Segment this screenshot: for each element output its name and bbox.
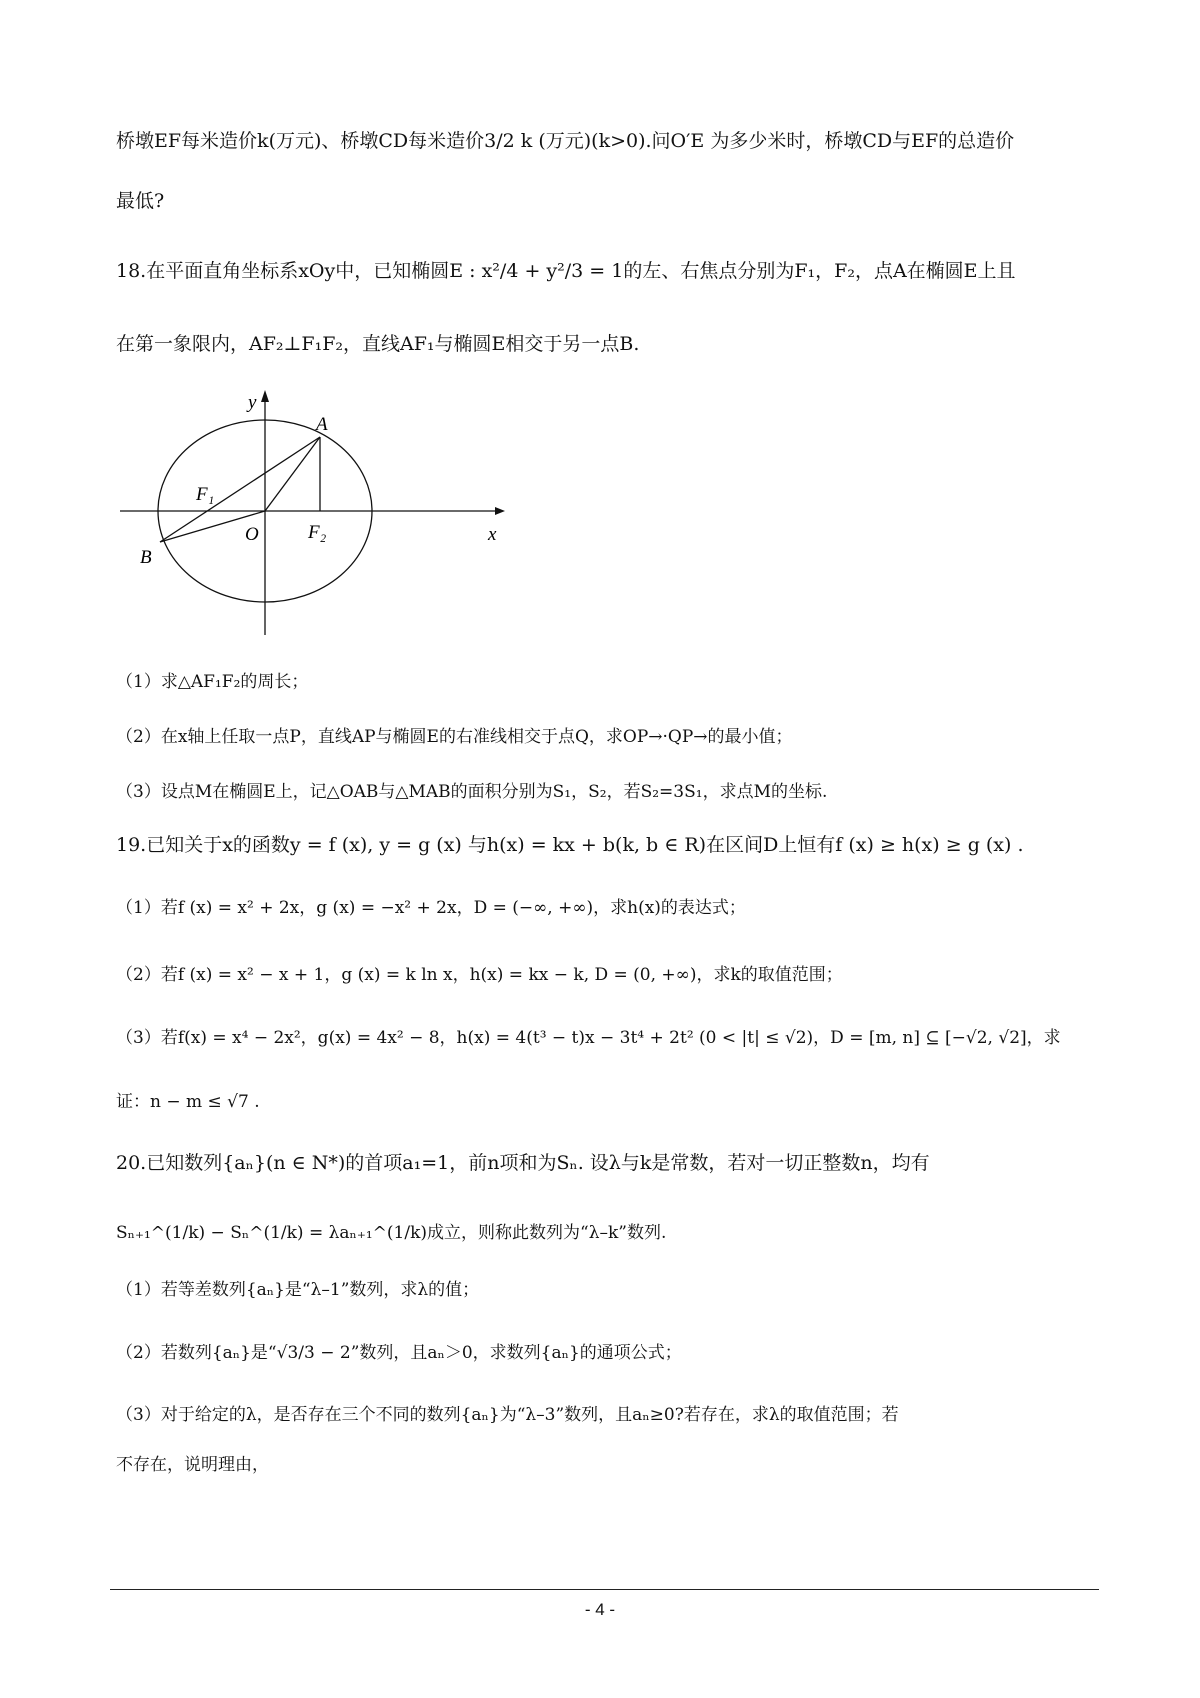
label-F1: F₁	[196, 484, 215, 505]
label-F2: F₂	[308, 522, 327, 543]
label-O: O	[245, 524, 259, 545]
q18-stem-cont: 在第一象限内，AF₂⊥F₁F₂，直线AF₁与椭圆E相交于另一点B.	[116, 333, 640, 355]
q20-part-3-cont: 不存在，说明理由，	[116, 1455, 269, 1475]
q18-part-3: （3）设点M在椭圆E上，记△OAB与△MAB的面积分别为S₁，S₂，若S₂=3S₁，求点M的坐标.	[116, 782, 828, 802]
line-OA	[265, 437, 320, 511]
label-B: B	[140, 547, 152, 568]
q20-part-3: （3）对于给定的λ，是否存在三个不同的数列{aₙ}为“λ–3”数列，且aₙ≥0?若存在，求λ的取值范围；若	[116, 1405, 899, 1425]
q18-stem: 18.在平面直角坐标系xOy中，已知椭圆E : x²/4 + y²/3 = 1的左、右焦点分别为F₁，F₂，点A在椭圆E上且	[116, 260, 1016, 282]
q19-part-2: （2）若f (x) = x² − x + 1，g (x) = k ln x，h(x) = kx − k, D = (0, +∞)，求k的取值范围；	[116, 965, 843, 985]
q18-part-2: （2）在x轴上任取一点P，直线AP与椭圆E的右准线相交于点Q，求OP→·QP→的最小值；	[116, 727, 793, 747]
text-line-1: 桥墩EF每米造价k(万元)、桥墩CD每米造价3/2 k (万元)(k>0).问O′E 为多少米时，桥墩CD与EF的总造价	[116, 130, 1015, 152]
ellipse-figure	[110, 380, 510, 640]
q19-stem: 19.已知关于x的函数y = f (x), y = g (x) 与h(x) = kx + b(k, b ∈ R)在区间D上恒有f (x) ≥ h(x) ≥ g (x) .	[116, 834, 1024, 856]
q20-part-1: （1）若等差数列{aₙ}是“λ–1”数列，求λ的值；	[116, 1280, 480, 1300]
q20-part-2: （2）若数列{aₙ}是“√3/3 − 2”数列，且aₙ＞0，求数列{aₙ}的通项公式；	[116, 1343, 682, 1363]
line-BA	[160, 437, 320, 542]
x-axis-arrow	[495, 507, 505, 515]
footer-divider	[110, 1589, 1099, 1590]
y-axis-arrow	[261, 390, 269, 402]
q20-stem-cont: Sₙ₊₁^(1/k) − Sₙ^(1/k) = λaₙ₊₁^(1/k)成立，则称此数列为“λ–k”数列.	[116, 1223, 667, 1243]
text-line-2: 最低?	[116, 190, 165, 212]
q19-part-3-cont: 证：n − m ≤ √7 .	[116, 1092, 260, 1112]
q19-part-1: （1）若f (x) = x² + 2x，g (x) = −x² + 2x，D = (−∞, +∞)，求h(x)的表达式；	[116, 898, 746, 918]
label-x: x	[488, 524, 497, 545]
label-y: y	[248, 392, 257, 413]
page-number: - 4 -	[584, 1600, 616, 1619]
q20-stem: 20.已知数列{aₙ}(n ∈ N*)的首项a₁=1，前n项和为Sₙ. 设λ与k是常数，若对一切正整数n，均有	[116, 1152, 930, 1174]
q18-part-1: （1）求△AF₁F₂的周长；	[116, 672, 309, 692]
q19-part-3: （3）若f(x) = x⁴ − 2x²，g(x) = 4x² − 8，h(x) = 4(t³ − t)x − 3t⁴ + 2t² (0 < |t| ≤ √2)，D = [m, n] ⊆ [−√2, √2]，求	[116, 1028, 1061, 1048]
label-A: A	[316, 414, 328, 435]
